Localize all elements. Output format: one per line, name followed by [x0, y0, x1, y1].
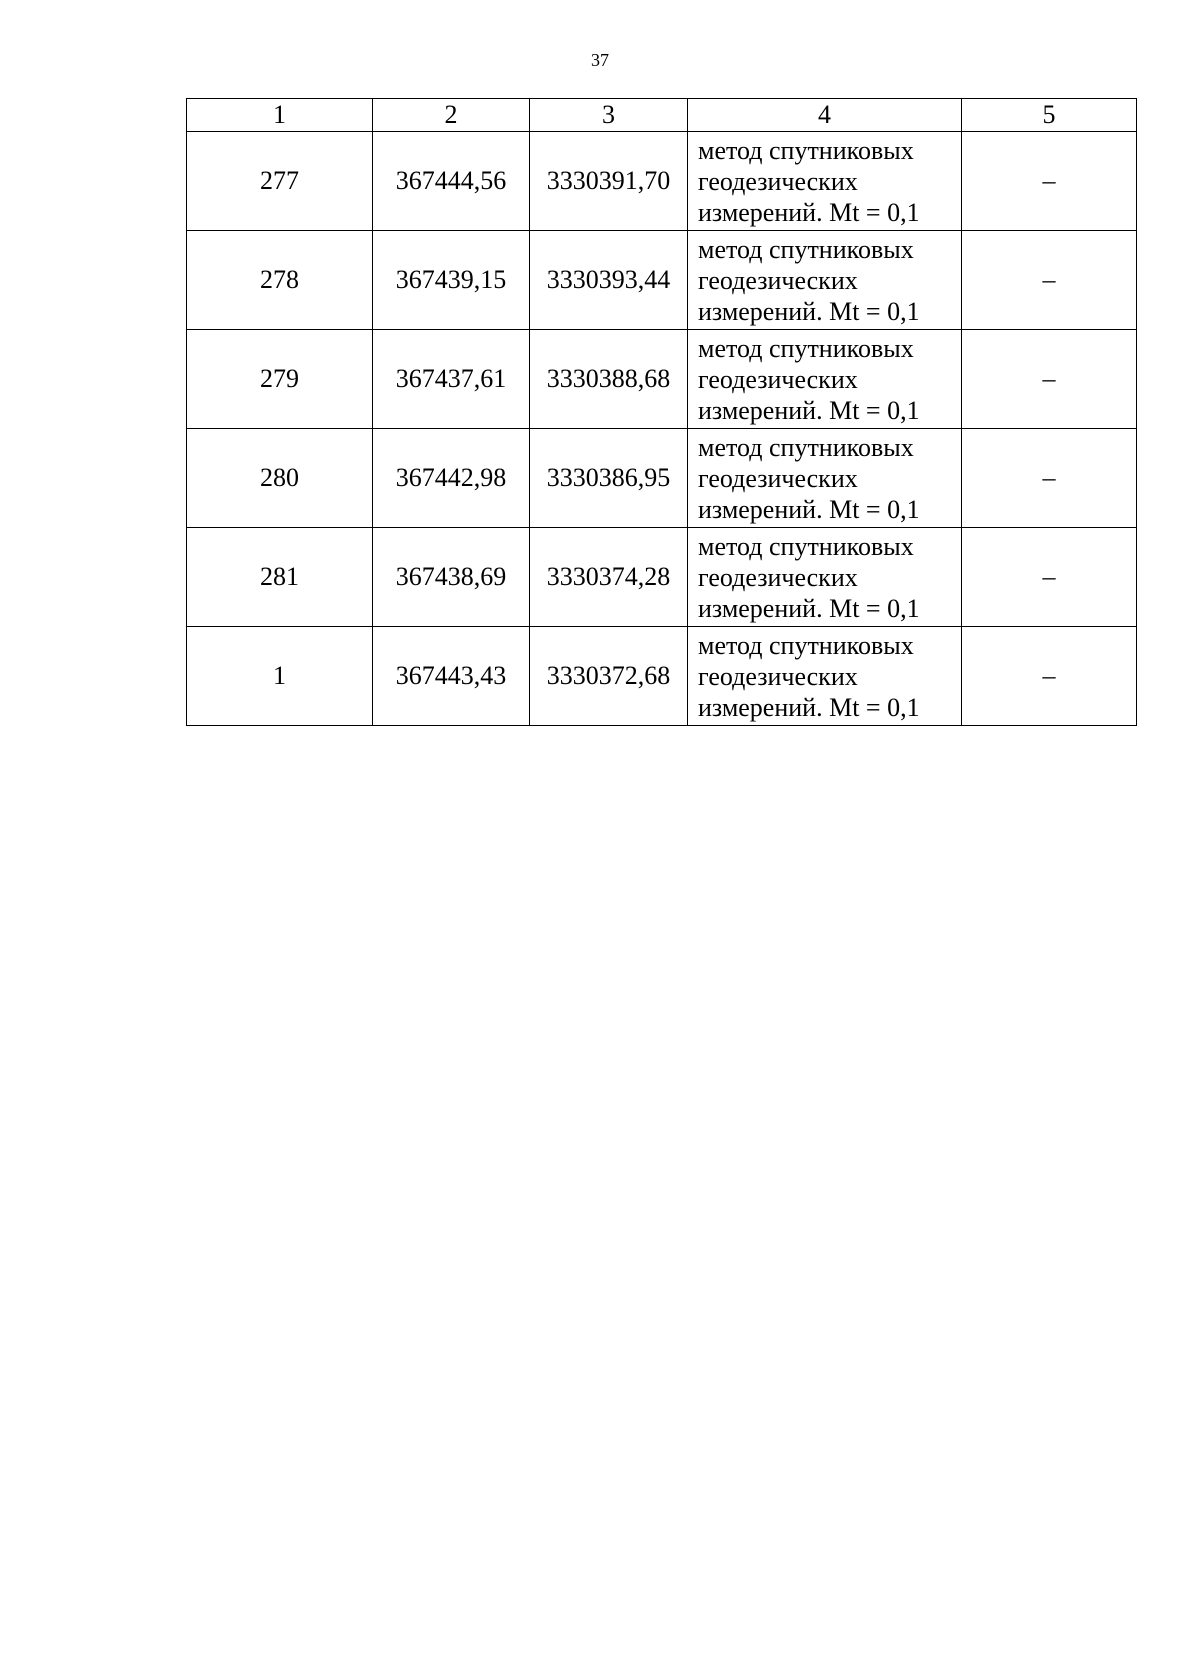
note-cell: – — [962, 330, 1137, 429]
y-coordinate-cell: 3330388,68 — [530, 330, 688, 429]
x-coordinate-cell: 367442,98 — [373, 429, 530, 528]
note-cell: – — [962, 627, 1137, 726]
table-body — [187, 132, 1137, 726]
method-line: измерений. Mt = 0,1 — [698, 494, 920, 524]
method-line: измерений. Mt = 0,1 — [698, 593, 920, 623]
method-line: измерений. Mt = 0,1 — [698, 197, 920, 227]
table-row — [187, 330, 1137, 429]
y-coordinate-cell: 3330374,28 — [530, 528, 688, 627]
point-number-cell: 277 — [187, 132, 373, 231]
y-coordinate-cell: 3330393,44 — [530, 231, 688, 330]
header-col-4: 4 — [688, 99, 962, 132]
method-line: метод спутниковых — [698, 333, 914, 363]
table-row — [187, 132, 1137, 231]
header-row — [187, 99, 1137, 132]
method-cell — [688, 429, 962, 528]
method-line: метод спутниковых — [698, 234, 914, 264]
x-coordinate-cell: 367443,43 — [373, 627, 530, 726]
method-line: геодезических — [698, 661, 858, 691]
method-line: геодезических — [698, 463, 858, 493]
note-cell: – — [962, 528, 1137, 627]
table-row — [187, 528, 1137, 627]
point-number-cell: 1 — [187, 627, 373, 726]
method-line: метод спутниковых — [698, 135, 914, 165]
table-header — [187, 99, 1137, 132]
method-cell — [688, 231, 962, 330]
header-col-3: 3 — [530, 99, 688, 132]
method-cell — [688, 330, 962, 429]
point-number-cell: 280 — [187, 429, 373, 528]
method-line: геодезических — [698, 364, 858, 394]
method-line: измерений. Mt = 0,1 — [698, 395, 920, 425]
header-col-5: 5 — [962, 99, 1137, 132]
method-line: геодезических — [698, 265, 858, 295]
method-cell — [688, 528, 962, 627]
note-cell: – — [962, 429, 1137, 528]
table-row — [187, 627, 1137, 726]
method-line: геодезических — [698, 166, 858, 196]
table-row — [187, 231, 1137, 330]
x-coordinate-cell: 367439,15 — [373, 231, 530, 330]
point-number-cell: 281 — [187, 528, 373, 627]
point-number-cell: 279 — [187, 330, 373, 429]
coordinates-table — [186, 98, 1137, 726]
x-coordinate-cell: 367438,69 — [373, 528, 530, 627]
table-row — [187, 429, 1137, 528]
method-line: метод спутниковых — [698, 432, 914, 462]
page-number: 37 — [591, 50, 609, 70]
point-number-cell: 278 — [187, 231, 373, 330]
method-line: геодезических — [698, 562, 858, 592]
method-line: метод спутниковых — [698, 531, 914, 561]
method-line: измерений. Mt = 0,1 — [698, 296, 920, 326]
x-coordinate-cell: 367444,56 — [373, 132, 530, 231]
method-line: метод спутниковых — [698, 630, 914, 660]
note-cell: – — [962, 132, 1137, 231]
header-col-2: 2 — [373, 99, 530, 132]
y-coordinate-cell: 3330372,68 — [530, 627, 688, 726]
header-col-1: 1 — [187, 99, 373, 132]
method-line: измерений. Mt = 0,1 — [698, 692, 920, 722]
y-coordinate-cell: 3330386,95 — [530, 429, 688, 528]
note-cell: – — [962, 231, 1137, 330]
method-cell — [688, 627, 962, 726]
y-coordinate-cell: 3330391,70 — [530, 132, 688, 231]
method-cell — [688, 132, 962, 231]
x-coordinate-cell: 367437,61 — [373, 330, 530, 429]
